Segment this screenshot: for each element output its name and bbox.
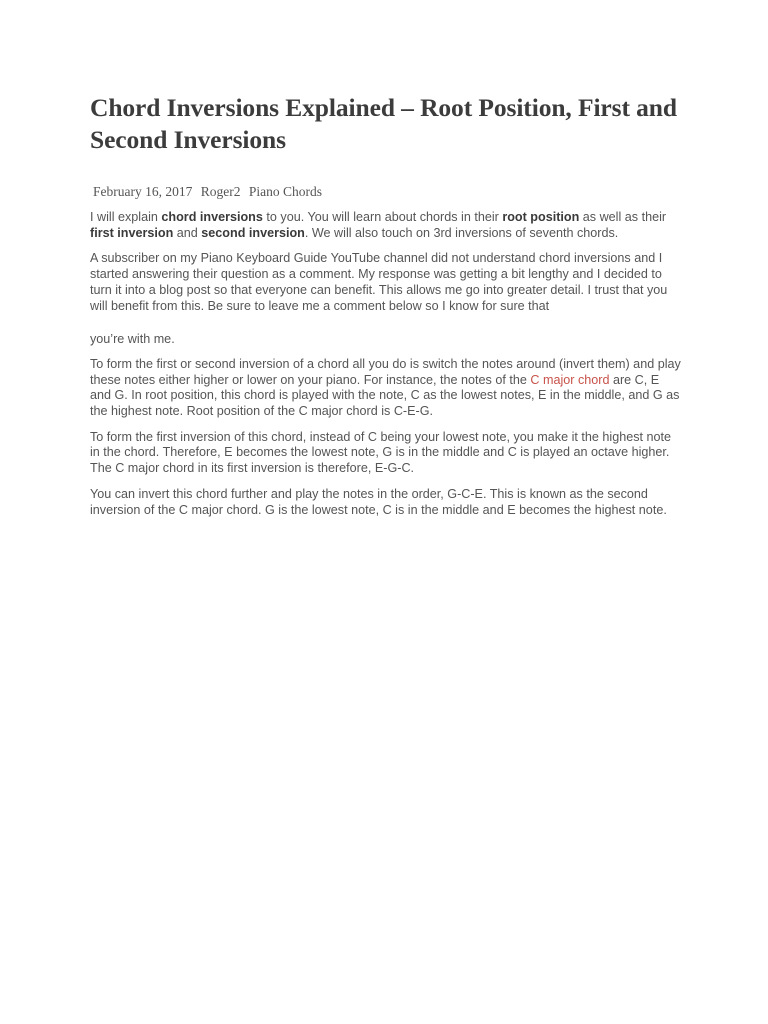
bold-root-position: root position	[502, 210, 580, 224]
article-title: Chord Inversions Explained – Root Position, First and Second Inversions	[90, 93, 677, 154]
paragraph-youre-with-me: you’re with me.	[90, 332, 175, 347]
article	[90, 92, 682, 518]
paragraph-intro: I will explain chord inversions to you. You will learn about chords in their root position as well as their first inversion and second inversion. We will also touch on 3rd inversions of seventh chords.	[90, 210, 667, 240]
post-date: February 16, 2017	[93, 184, 193, 199]
bold-first-inversion: first inversion	[90, 225, 174, 240]
paragraph-subscriber: A subscriber on my Piano Keyboard Guide YouTube channel did not understand chord inversions and I started answering their question as a comment. My response was getting a bit lengthy and I decided to turn it into a blog post so that everyone can benefit. This allows me go into greater detail. I trust that you will benefit from this. Be sure to leave me a comment below so I know for sure that	[90, 251, 668, 313]
paragraph-forming-inversions: To form the first or second inversion of a chord all you do is switch the notes around (invert them) and play these notes either higher or lower on your piano. For instance, the notes of the C major chord are C, E and G. In root position, this chord is played with the note, C as the lowest notes, E in the middle, and G as the highest note. Root position of the C major chord is C-E-G.	[90, 356, 681, 419]
bold-chord-inversions: chord inversions	[161, 210, 263, 224]
paragraph-first-inversion: To form the first inversion of this chord, instead of C being your lowest note, you make it the highest note in the chord. Therefore, E becomes the lowest note, G is in the middle and C is played an octave higher. The C major chord in its first inversion is therefore, E-G-C.	[90, 429, 672, 476]
paragraph-second-inversion: You can invert this chord further and play the notes in the order, G-C-E. This is known as the second inversion of the C major chord. G is the lowest note, C is in the middle and E becomes the highest note.	[90, 486, 667, 517]
article-meta	[90, 183, 682, 201]
bold-second-inversion: second inversion	[201, 225, 305, 240]
c-major-chord-link[interactable]: C major chord	[530, 372, 610, 387]
post-category[interactable]: Piano Chords	[248, 184, 322, 199]
post-author[interactable]: Roger2	[200, 184, 241, 199]
